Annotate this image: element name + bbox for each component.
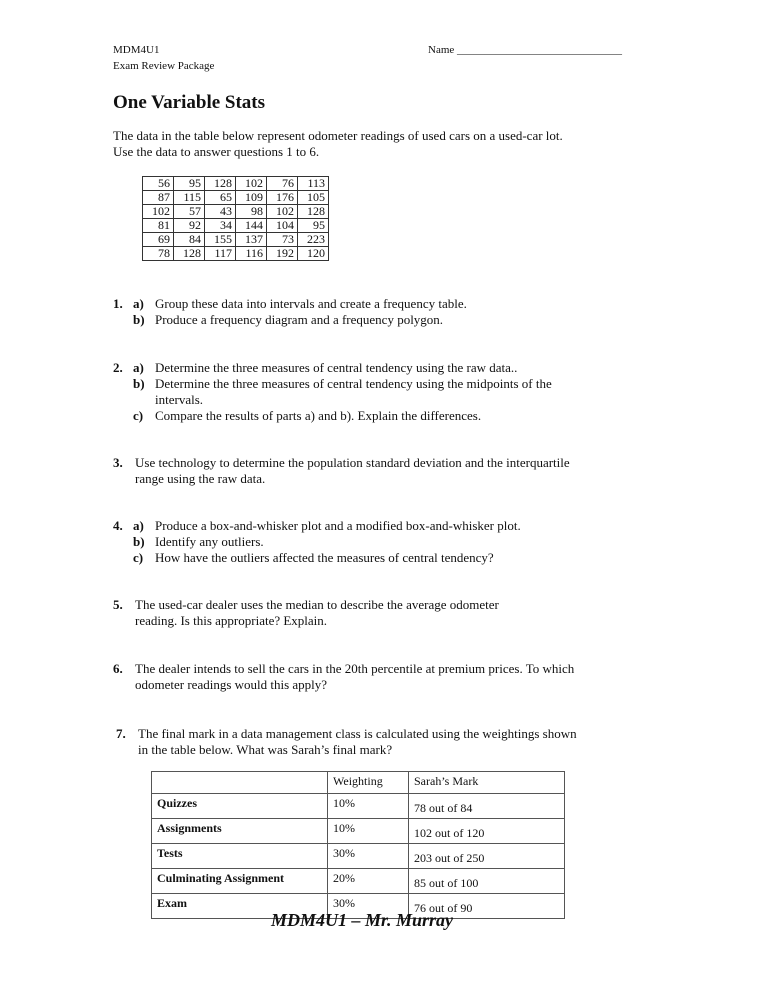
odometer-cell: 128 bbox=[174, 247, 205, 261]
part-label: c) bbox=[133, 550, 144, 565]
table-row bbox=[152, 819, 565, 844]
odometer-cell: 102 bbox=[267, 205, 298, 219]
odometer-cell: 95 bbox=[174, 177, 205, 191]
mark-cell: 76 out of 90 bbox=[409, 894, 565, 919]
table-row bbox=[143, 177, 329, 191]
question-2 bbox=[113, 360, 583, 424]
header-weighting: Weighting bbox=[328, 772, 409, 794]
name-label: Name bbox=[428, 44, 455, 56]
question-7 bbox=[116, 726, 586, 758]
odometer-cell: 78 bbox=[143, 247, 174, 261]
odometer-cell: 115 bbox=[174, 191, 205, 205]
odometer-cell: 116 bbox=[236, 247, 267, 261]
odometer-cell: 128 bbox=[205, 177, 236, 191]
odometer-cell: 192 bbox=[267, 247, 298, 261]
q2-part-c: Compare the results of parts a) and b). Explain the differences. bbox=[155, 408, 482, 423]
name-field bbox=[428, 44, 622, 57]
odometer-cell: 87 bbox=[143, 191, 174, 205]
odometer-cell: 105 bbox=[298, 191, 329, 205]
table-header-row bbox=[152, 772, 565, 794]
odometer-cell: 65 bbox=[205, 191, 236, 205]
odometer-cell: 176 bbox=[267, 191, 298, 205]
q3-text: Use technology to determine the population standard deviation and the interquartile range using the raw data. bbox=[135, 455, 570, 486]
odometer-cell: 104 bbox=[267, 219, 298, 233]
question-6 bbox=[113, 661, 583, 693]
table-row bbox=[143, 205, 329, 219]
category-cell: Tests bbox=[152, 844, 328, 869]
odometer-cell: 34 bbox=[205, 219, 236, 233]
question-3 bbox=[113, 455, 583, 487]
weighting-cell: 10% bbox=[328, 819, 409, 844]
odometer-cell: 155 bbox=[205, 233, 236, 247]
q4-part-b: Identify any outliers. bbox=[155, 534, 264, 549]
odometer-cell: 128 bbox=[298, 205, 329, 219]
table-row bbox=[152, 844, 565, 869]
question-number: 1. bbox=[113, 296, 123, 311]
table-row bbox=[143, 247, 329, 261]
part-label: b) bbox=[133, 376, 145, 391]
odometer-cell: 102 bbox=[236, 177, 267, 191]
q4-part-a: Produce a box-and-whisker plot and a modified box-and-whisker plot. bbox=[155, 518, 521, 533]
question-number: 3. bbox=[113, 455, 123, 470]
q4-part-c: How have the outliers affected the measures of central tendency? bbox=[155, 550, 494, 565]
weighting-table bbox=[151, 771, 565, 919]
odometer-cell: 73 bbox=[267, 233, 298, 247]
category-cell: Culminating Assignment bbox=[152, 869, 328, 894]
q2-part-b: Determine the three measures of central tendency using the midpoints of the intervals. bbox=[155, 376, 552, 407]
q1-part-a: Group these data into intervals and create a frequency table. bbox=[155, 296, 467, 311]
category-cell: Quizzes bbox=[152, 794, 328, 819]
table-row bbox=[152, 794, 565, 819]
table-row bbox=[152, 869, 565, 894]
mark-cell: 78 out of 84 bbox=[409, 794, 565, 819]
q2-part-a: Determine the three measures of central tendency using the raw data.. bbox=[155, 360, 518, 375]
odometer-cell: 56 bbox=[143, 177, 174, 191]
odometer-cell: 117 bbox=[205, 247, 236, 261]
q7-text: The final mark in a data management class is calculated using the weightings shown in the table below. What was Sarah’s final mark? bbox=[138, 726, 577, 757]
table-row bbox=[143, 219, 329, 233]
table-row bbox=[143, 191, 329, 205]
name-line: ______________________________ bbox=[457, 44, 623, 56]
mark-cell: 203 out of 250 bbox=[409, 844, 565, 869]
q1-part-b: Produce a frequency diagram and a frequency polygon. bbox=[155, 312, 444, 327]
weighting-cell: 30% bbox=[328, 844, 409, 869]
part-label: a) bbox=[133, 518, 144, 533]
category-cell: Assignments bbox=[152, 819, 328, 844]
question-number: 4. bbox=[113, 518, 123, 533]
part-label: c) bbox=[133, 408, 144, 423]
odometer-cell: 102 bbox=[143, 205, 174, 219]
part-label: a) bbox=[133, 296, 144, 311]
question-1 bbox=[113, 296, 583, 328]
question-4 bbox=[113, 518, 583, 566]
package-subtitle: Exam Review Package bbox=[113, 60, 215, 72]
odometer-cell: 81 bbox=[143, 219, 174, 233]
part-label: b) bbox=[133, 312, 145, 327]
question-number: 7. bbox=[116, 726, 126, 741]
header-mark: Sarah’s Mark bbox=[409, 772, 565, 794]
question-5 bbox=[113, 597, 533, 629]
header-empty-cell bbox=[152, 772, 328, 794]
weighting-cell: 30% bbox=[328, 894, 409, 919]
odometer-table bbox=[142, 176, 329, 261]
odometer-cell: 120 bbox=[298, 247, 329, 261]
part-label: a) bbox=[133, 360, 144, 375]
odometer-cell: 57 bbox=[174, 205, 205, 219]
odometer-cell: 95 bbox=[298, 219, 329, 233]
page-title: One Variable Stats bbox=[113, 92, 266, 113]
odometer-cell: 69 bbox=[143, 233, 174, 247]
odometer-cell: 76 bbox=[267, 177, 298, 191]
odometer-cell: 109 bbox=[236, 191, 267, 205]
intro-text: The data in the table below represent odometer readings of used cars on a used-car lot. Use the data to answer questions 1 to 6. bbox=[113, 128, 563, 159]
mark-cell: 102 out of 120 bbox=[409, 819, 565, 844]
page-footer: MDM4U1 – Mr. Murray bbox=[271, 910, 454, 930]
q6-text: The dealer intends to sell the cars in the 20th percentile at premium prices. To which odometer readings would this apply? bbox=[135, 661, 575, 692]
mark-cell: 85 out of 100 bbox=[409, 869, 565, 894]
odometer-cell: 98 bbox=[236, 205, 267, 219]
q5-text: The used-car dealer uses the median to describe the average odometer reading. Is this appropriate? Explain. bbox=[135, 597, 499, 628]
category-cell: Exam bbox=[152, 894, 328, 919]
odometer-cell: 144 bbox=[236, 219, 267, 233]
weighting-cell: 20% bbox=[328, 869, 409, 894]
part-label: b) bbox=[133, 534, 145, 549]
weighting-cell: 10% bbox=[328, 794, 409, 819]
question-number: 5. bbox=[113, 597, 123, 612]
odometer-cell: 92 bbox=[174, 219, 205, 233]
odometer-cell: 113 bbox=[298, 177, 329, 191]
odometer-cell: 43 bbox=[205, 205, 236, 219]
course-code: MDM4U1 bbox=[113, 44, 160, 56]
table-row bbox=[143, 233, 329, 247]
question-number: 6. bbox=[113, 661, 123, 676]
odometer-cell: 223 bbox=[298, 233, 329, 247]
odometer-cell: 84 bbox=[174, 233, 205, 247]
question-number: 2. bbox=[113, 360, 123, 375]
odometer-cell: 137 bbox=[236, 233, 267, 247]
